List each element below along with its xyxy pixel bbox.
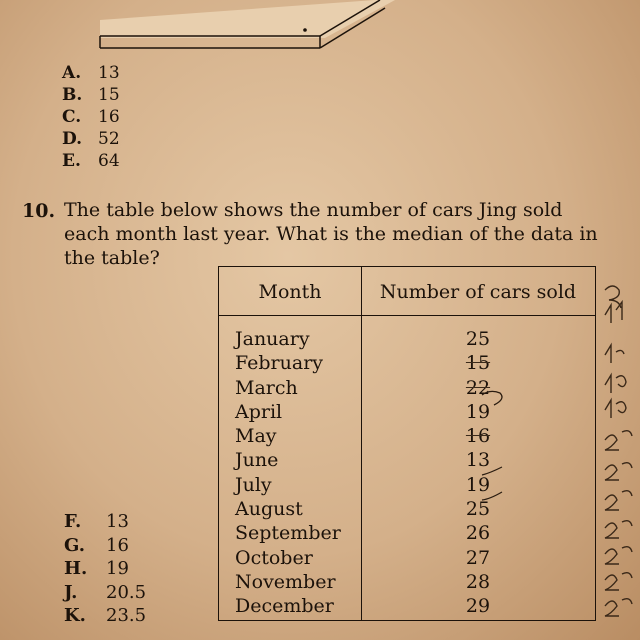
month-cell: May [235, 425, 277, 448]
month-cell: August [235, 498, 303, 521]
month-cell: January [235, 328, 310, 350]
box-illustration [95, 0, 395, 60]
answer-choice[interactable]: K. 23.5 [64, 605, 147, 626]
month-cell: September [235, 522, 341, 545]
month-cell: March [235, 376, 298, 399]
answer-choice[interactable]: D. 52 [62, 129, 120, 149]
cars-cell: 19 [465, 473, 491, 496]
cars-cell: 27 [465, 546, 491, 569]
month-cell: April [235, 400, 283, 423]
answer-choice[interactable]: F. 13 [64, 511, 129, 532]
cars-cell: 22 [465, 376, 491, 399]
month-column [235, 327, 341, 619]
cars-cell: 29 [465, 595, 491, 618]
month-cell: February [235, 352, 324, 375]
month-cell: July [235, 473, 272, 496]
cars-cell: 16 [465, 425, 491, 448]
question-number: 10. [22, 200, 56, 222]
pencil-marks [400, 260, 640, 640]
answer-choice[interactable]: C. 16 [62, 107, 120, 127]
cars-cell: 25 [465, 328, 491, 350]
answer-choice[interactable]: H. 19 [64, 558, 129, 579]
month-cell: October [235, 546, 313, 569]
cars-cell: 28 [465, 570, 491, 593]
month-cell: June [235, 449, 279, 472]
cars-cell: 15 [465, 352, 491, 375]
answer-choice[interactable]: E. 64 [62, 151, 120, 171]
answer-choice[interactable]: B. 15 [62, 85, 120, 105]
month-cell: November [235, 570, 336, 593]
answer-choice[interactable]: G. 16 [64, 534, 129, 556]
cars-cell: 26 [465, 522, 491, 545]
answer-choice[interactable]: A. 13 [62, 63, 120, 83]
answer-choice[interactable]: J. 20.5 [64, 581, 147, 603]
column-header-month: Month [258, 281, 322, 303]
question-text: The table below shows the number of cars Jing sold each month last year. What is the median of the data in the table? [64, 199, 598, 269]
cars-cell: 13 [465, 449, 491, 472]
previous-answer-choices [62, 62, 120, 172]
month-cell: December [235, 595, 334, 618]
answer-choices [64, 510, 146, 628]
cars-cell: 25 [465, 498, 491, 521]
cars-cell: 19 [465, 400, 491, 423]
column-header-cars-sold: Number of cars sold [379, 281, 577, 303]
